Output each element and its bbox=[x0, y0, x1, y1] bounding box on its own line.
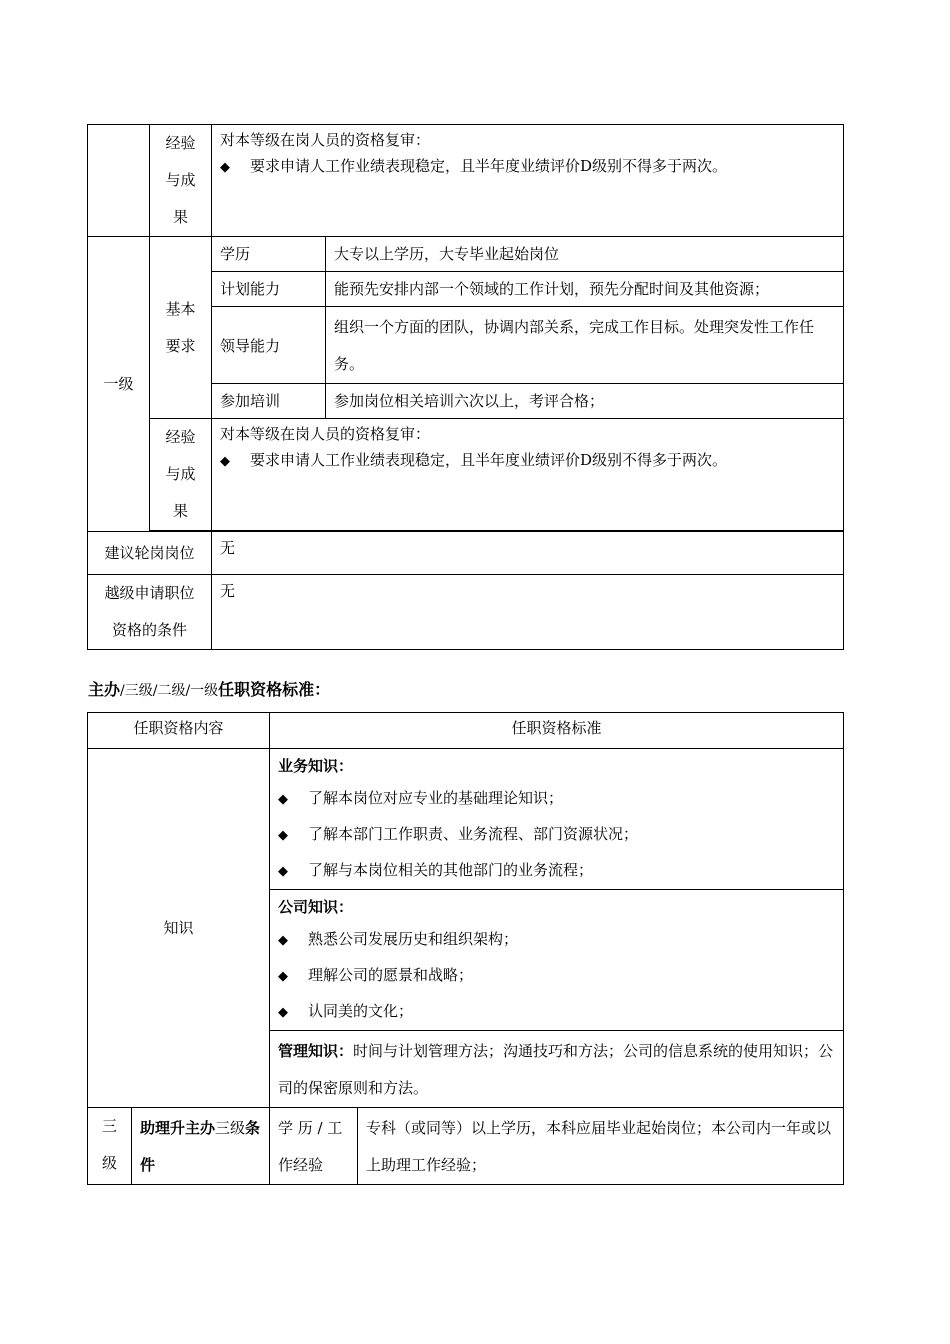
diamond-bullet-icon: ◆ bbox=[278, 864, 289, 879]
promotion-condition-label: 助理升主办三级条件 bbox=[132, 1108, 270, 1185]
review-cell-level1: 对本等级在岗人员的资格复审： ◆ 要求申请人工作业绩表现稳定，且半年度业绩评价D级别不得多于两次。 bbox=[212, 419, 844, 531]
req-item-planning: 计划能力 bbox=[212, 272, 326, 307]
req-value-training: 参加岗位相关培训六次以上，考评合格； bbox=[326, 384, 844, 419]
qualification-standard-table bbox=[87, 712, 844, 1185]
req-item-leadership: 领导能力 bbox=[212, 307, 326, 384]
diamond-bullet-icon: ◆ bbox=[278, 792, 289, 807]
level-three-label: 三 级 bbox=[88, 1108, 132, 1185]
exp-label-level1: 经验 与成 果 bbox=[150, 419, 212, 531]
req-value-education: 大专以上学历，大专毕业起始岗位 bbox=[326, 237, 844, 272]
exp-label-top: 经验 与成 果 bbox=[150, 125, 212, 237]
diamond-bullet-icon: ◆ bbox=[220, 454, 230, 469]
review-cell-top: 对本等级在岗人员的资格复审： ◆ 要求申请人工作业绩表现稳定，且半年度业绩评价D级别不得多于两次。 bbox=[212, 125, 844, 237]
header-standard: 任职资格标准 bbox=[270, 713, 844, 749]
company-knowledge-cell: 公司知识： ◆ 熟悉公司发展历史和组织架构； ◆ 理解公司的愿景和战略； ◆ 认同美的文化； bbox=[270, 890, 844, 1031]
diamond-bullet-icon: ◆ bbox=[278, 828, 289, 843]
section-title: 主办/三级/二级/一级任职资格标准： bbox=[88, 680, 331, 699]
rotation-value: 无 bbox=[212, 532, 844, 575]
req-item-education: 学历 bbox=[212, 237, 326, 272]
skip-value: 无 bbox=[212, 575, 844, 650]
level-one-label: 一级 bbox=[88, 237, 150, 532]
diamond-bullet-icon: ◆ bbox=[278, 1005, 289, 1020]
req-value-planning: 能预先安排内部一个领域的工作计划，预先分配时间及其他资源； bbox=[326, 272, 844, 307]
header-content: 任职资格内容 bbox=[88, 713, 270, 749]
rotation-label: 建议轮岗岗位 bbox=[88, 532, 212, 575]
diamond-bullet-icon: ◆ bbox=[278, 969, 289, 984]
qualification-table-top bbox=[87, 124, 844, 650]
req-item-training: 参加培训 bbox=[212, 384, 326, 419]
education-experience-value: 专科（或同等）以上学历，本科应届毕业起始岗位；本公司内一年或以上助理工作经验； bbox=[358, 1108, 844, 1185]
education-experience-label: 学 历 / 工作经验 bbox=[270, 1108, 358, 1185]
business-knowledge-cell: 业务知识： ◆ 了解本岗位对应专业的基础理论知识； ◆ 了解本部门工作职责、业务流程、部门资源状况； ◆ 了解与本岗位相关的其他部门的业务流程； bbox=[270, 749, 844, 890]
diamond-bullet-icon: ◆ bbox=[278, 933, 289, 948]
management-knowledge-cell: 管理知识：时间与计划管理方法；沟通技巧和方法；公司的信息系统的使用知识；公司的保密原则和方法。 bbox=[270, 1031, 844, 1108]
diamond-bullet-icon: ◆ bbox=[220, 160, 230, 175]
basic-req-label: 基本 要求 bbox=[150, 237, 212, 419]
knowledge-label: 知识 bbox=[88, 749, 270, 1108]
skip-label: 越级申请职位 资格的条件 bbox=[88, 575, 212, 650]
blank-level-cell bbox=[88, 125, 150, 237]
req-value-leadership: 组织一个方面的团队，协调内部关系，完成工作目标。处理突发性工作任务。 bbox=[326, 307, 844, 384]
